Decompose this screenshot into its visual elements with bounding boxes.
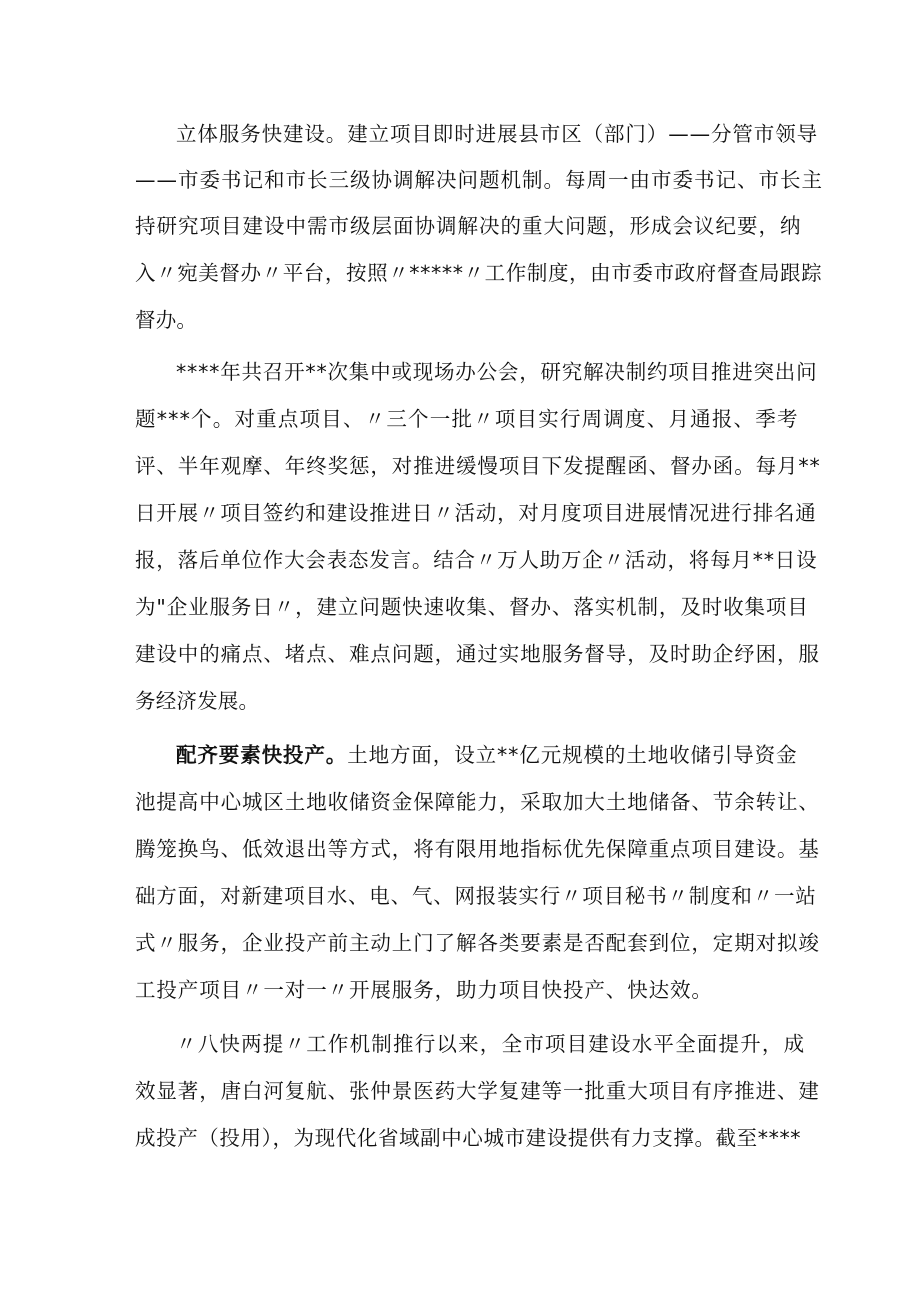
paragraph-2-line-3: 评、半年观摩、年终奖惩，对推进缓慢项目下发提醒函、督办函。每月** xyxy=(135,454,821,478)
paragraph-2-line-7: 建设中的痛点、堵点、难点问题，通过实地服务督导，及时助企纾困，服 xyxy=(135,642,820,666)
paragraph-3-line-1 xyxy=(0,735,920,775)
paragraph-2-line-1: ****年共召开**次集中或现场办公会，研究解决制约项目推进突出问 xyxy=(176,360,818,384)
paragraph-1-line-4: 入〃宛美督办〃平台，按照〃*****〃工作制度，由市委市政府督查局跟踪 xyxy=(135,261,823,285)
paragraph-2-line-8: 务经济发展。 xyxy=(135,689,260,713)
paragraph-4-line-2: 效显著，唐白河复航、张仲景医药大学复建等一批重大项目有序推进、建 xyxy=(135,1079,820,1103)
paragraph-2-line-4: 日开展〃项目签约和建设推进日〃活动，对月度项目进展情况进行排名通 xyxy=(135,501,817,525)
paragraph-3-line-3: 腾笼换鸟、低效退出等方式，将有限用地指标优先保障重点项目建设。基 xyxy=(135,837,820,861)
paragraph-1-line-3: 持研究项目建设中需市级层面协调解决的重大问题，形成会议纪要，纳 xyxy=(135,214,802,238)
paragraph-2-line-6: 为"企业服务日〃，建立问题快速收集、督办、落实机制，及时收集项目 xyxy=(135,595,809,619)
paragraph-3-line-2: 池提高中心城区土地收储资金保障能力，采取加大土地储备、节余转让、 xyxy=(135,790,820,814)
paragraph-2-line-5: 报，落后单位作大会表态发言。结合〃万人助万企〃活动，将每月**日设 xyxy=(135,548,818,572)
paragraph-3-line-4: 础方面，对新建项目水、电、气、网报装实行〃项目秘书〃制度和〃一站 xyxy=(135,884,817,908)
paragraph-4-line-3: 成投产（投用），为现代化省域副中心城市建设提供有力支撑。截至**** xyxy=(135,1126,802,1150)
paragraph-2-line-2: 题***个。对重点项目、〃三个一批〃项目实行周调度、月通报、季考 xyxy=(135,407,799,431)
paragraph-3-heading: 配齐要素快投产。 xyxy=(176,743,348,767)
paragraph-3-line-6: 工投产项目〃一对一〃开展服务，助力项目快投产、快达效。 xyxy=(135,978,713,1002)
paragraph-1-line-1: 立体服务快建设。建立项目即时进展县市区（部门）——分管市领导 xyxy=(176,122,818,146)
paragraph-1-line-2: ——市委书记和市长三级协调解决问题机制。每周一由市委书记、市长主 xyxy=(135,168,823,192)
paragraph-3-line-1-text: 土地方面，设立**亿元规模的土地收储引导资金 xyxy=(347,743,798,767)
paragraph-3-line-5: 式〃服务，企业投产前主动上门了解各类要素是否配套到位，定期对拟竣 xyxy=(135,931,820,955)
paragraph-1-line-5: 督办。 xyxy=(135,308,198,332)
paragraph-4-line-1: 〃八快两提〃工作机制推行以来，全市项目建设水平全面提升，成 xyxy=(176,1032,806,1056)
